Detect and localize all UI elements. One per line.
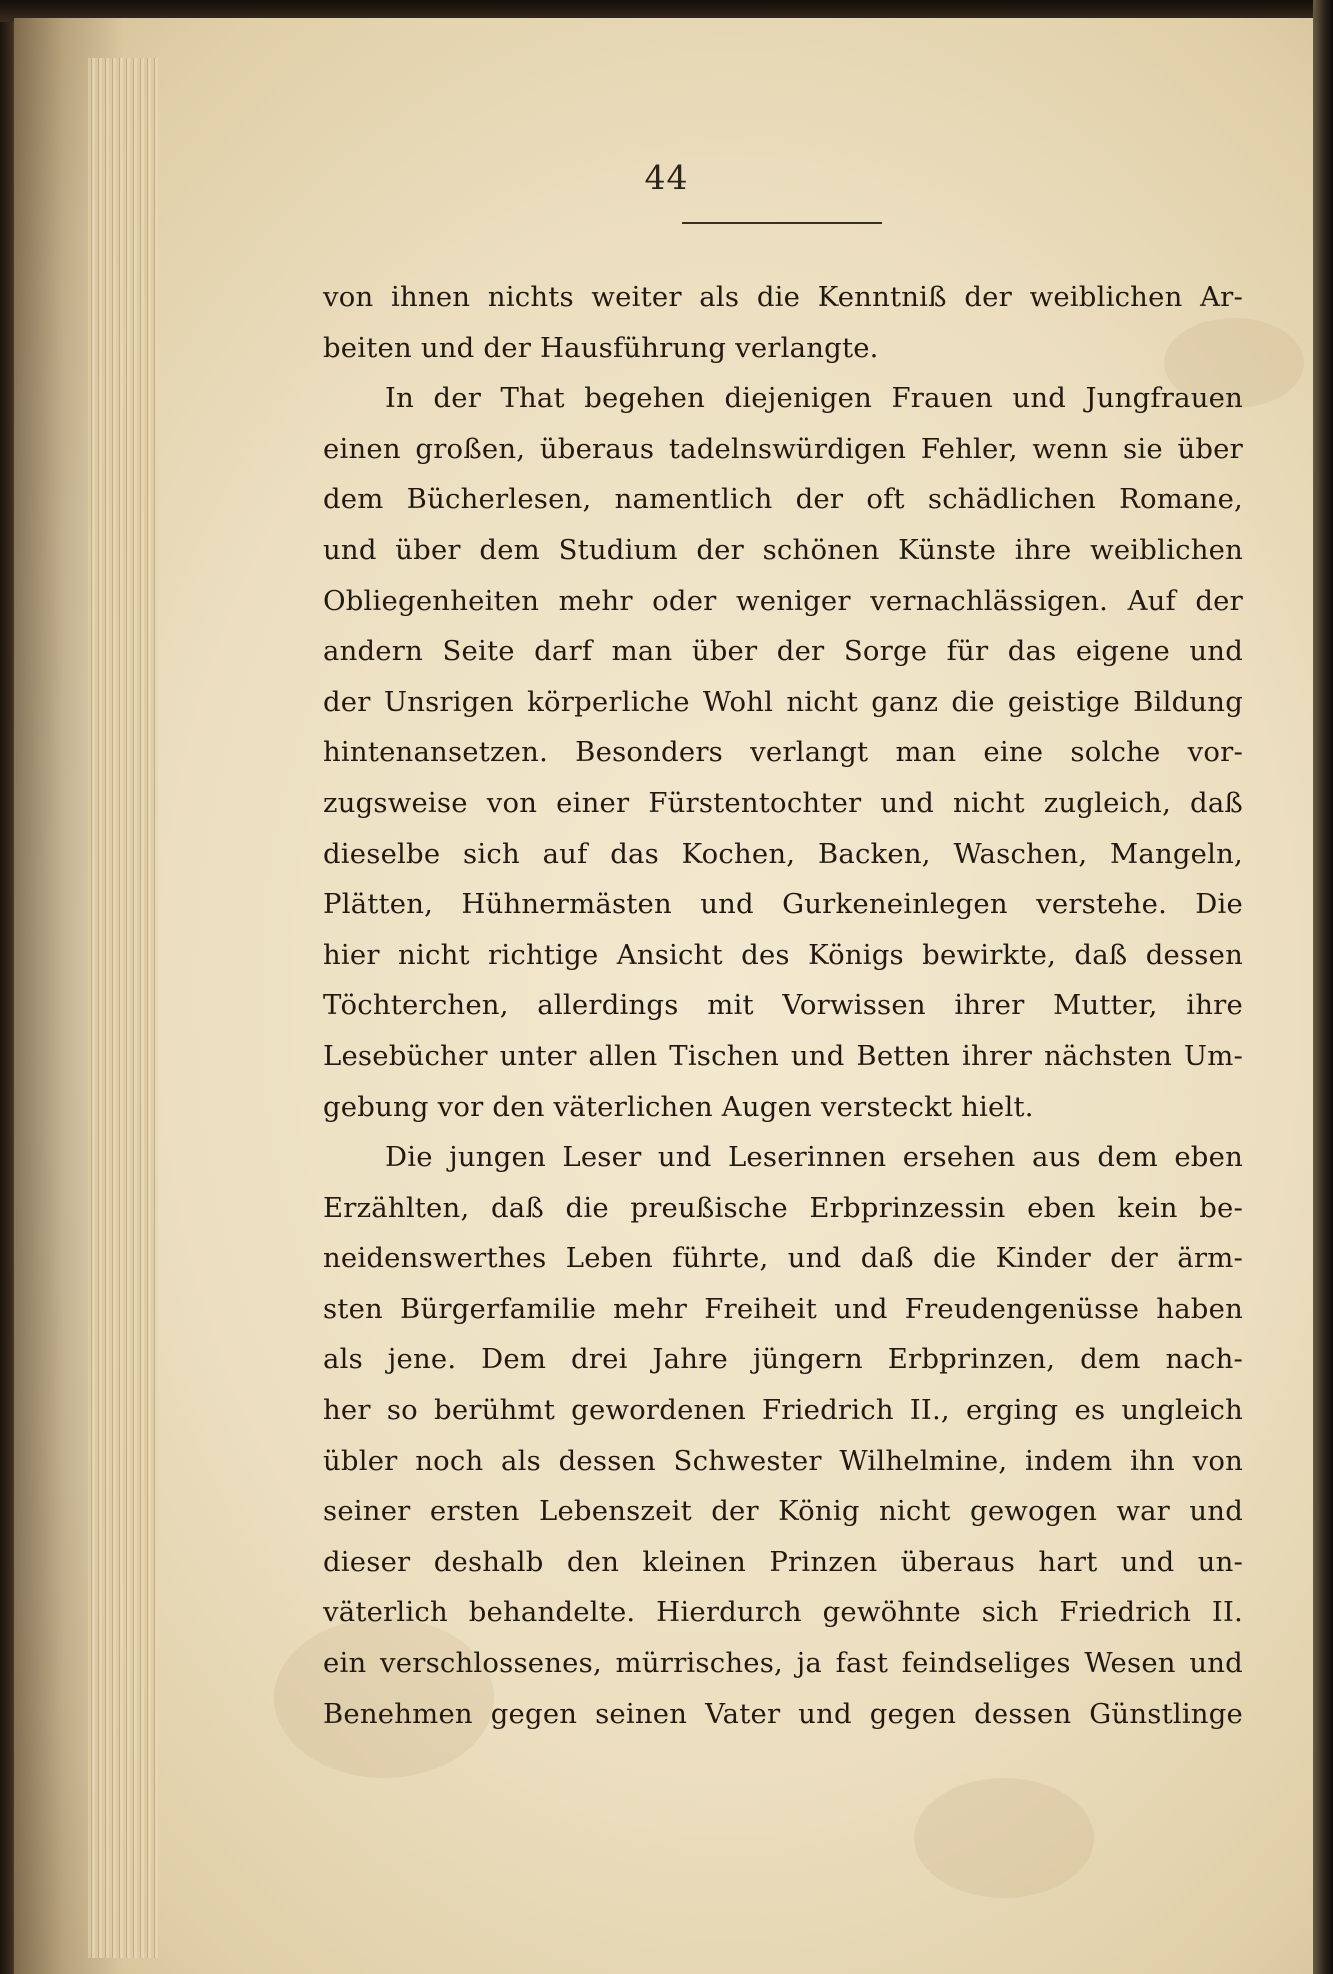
text-line: her so berühmt gewordenen Friedrich II., erging es ungleich <box>323 1394 1243 1427</box>
text-line: übler noch als dessen Schwester Wilhelmine, indem ihn von <box>323 1444 1243 1477</box>
text-line: Benehmen gegen seinen Vater und gegen dessen Günstlinge <box>323 1697 1243 1730</box>
text-line: hintenansetzen. Besonders verlangt man eine solche vor- <box>323 736 1243 769</box>
text-line: beiten und der Hausführung verlangte. <box>323 331 879 364</box>
text-line: ein verschlossenes, mürrisches, ja fast feindseliges Wesen und <box>323 1647 1243 1680</box>
paper-stain <box>914 1778 1094 1898</box>
text-line: dieselbe sich auf das Kochen, Backen, Waschen, Mangeln, <box>323 837 1243 870</box>
text-line: seiner ersten Lebenszeit der König nicht gewogen war und <box>323 1495 1243 1528</box>
text-line: hier nicht richtige Ansicht des Königs bewirkte, daß dessen <box>323 938 1243 971</box>
text-line: von ihnen nichts weiter als die Kenntniß der weiblichen Ar- <box>323 281 1243 313</box>
text-line: väterlich behandelte. Hierdurch gewöhnte sich Friedrich II. <box>323 1596 1243 1629</box>
text-line: und über dem Studium der schönen Künste ihre weiblichen <box>323 533 1243 566</box>
page-edges <box>88 58 158 1958</box>
text-line: einen großen, überaus tadelnswürdigen Fehler, wenn sie über <box>323 432 1243 465</box>
text-line: zugsweise von einer Fürstentochter und nicht zugleich, daß <box>323 786 1243 819</box>
page-number: 44 <box>644 158 689 197</box>
text-line: dem Bücherlesen, namentlich der oft schädlichen Romane, <box>323 483 1243 516</box>
text-line: sten Bürgerfamilie mehr Freiheit und Freudengenüsse haben <box>323 1292 1243 1325</box>
text-line: Die jungen Leser und Leserinnen ersehen aus dem eben <box>385 1141 1243 1174</box>
text-line: dieser deshalb den kleinen Prinzen überaus hart und un- <box>323 1545 1243 1578</box>
text-line: Plätten, Hühnermästen und Gurkeneinlegen verstehe. Die <box>323 888 1243 921</box>
text-line: gebung vor den väterlichen Augen versteckt hielt. <box>323 1090 1034 1123</box>
text-line: In der That begehen diejenigen Frauen und Jungfrauen <box>385 382 1243 415</box>
text-line: als jene. Dem drei Jahre jüngern Erbprinzen, dem nach- <box>323 1343 1243 1376</box>
text-line: Erzählten, daß die preußische Erbprinzessin eben kein be- <box>323 1191 1243 1224</box>
text-line: neidenswerthes Leben führte, und daß die Kinder der ärm- <box>323 1242 1243 1275</box>
text-line: Lesebücher unter allen Tischen und Betten ihrer nächsten Um- <box>323 1039 1243 1072</box>
page-text <box>323 272 1243 1739</box>
page-number-rule <box>682 222 882 224</box>
text-line: andern Seite darf man über der Sorge für das eigene und <box>323 635 1243 668</box>
text-line: Obliegenheiten mehr oder weniger vernachlässigen. Auf der <box>323 584 1243 617</box>
text-line: der Unsrigen körperliche Wohl nicht ganz die geistige Bildung <box>323 685 1243 718</box>
text-line: Töchterchen, allerdings mit Vorwissen ihrer Mutter, ihre <box>323 989 1243 1022</box>
book-cover-edge-right <box>1313 0 1333 1974</box>
